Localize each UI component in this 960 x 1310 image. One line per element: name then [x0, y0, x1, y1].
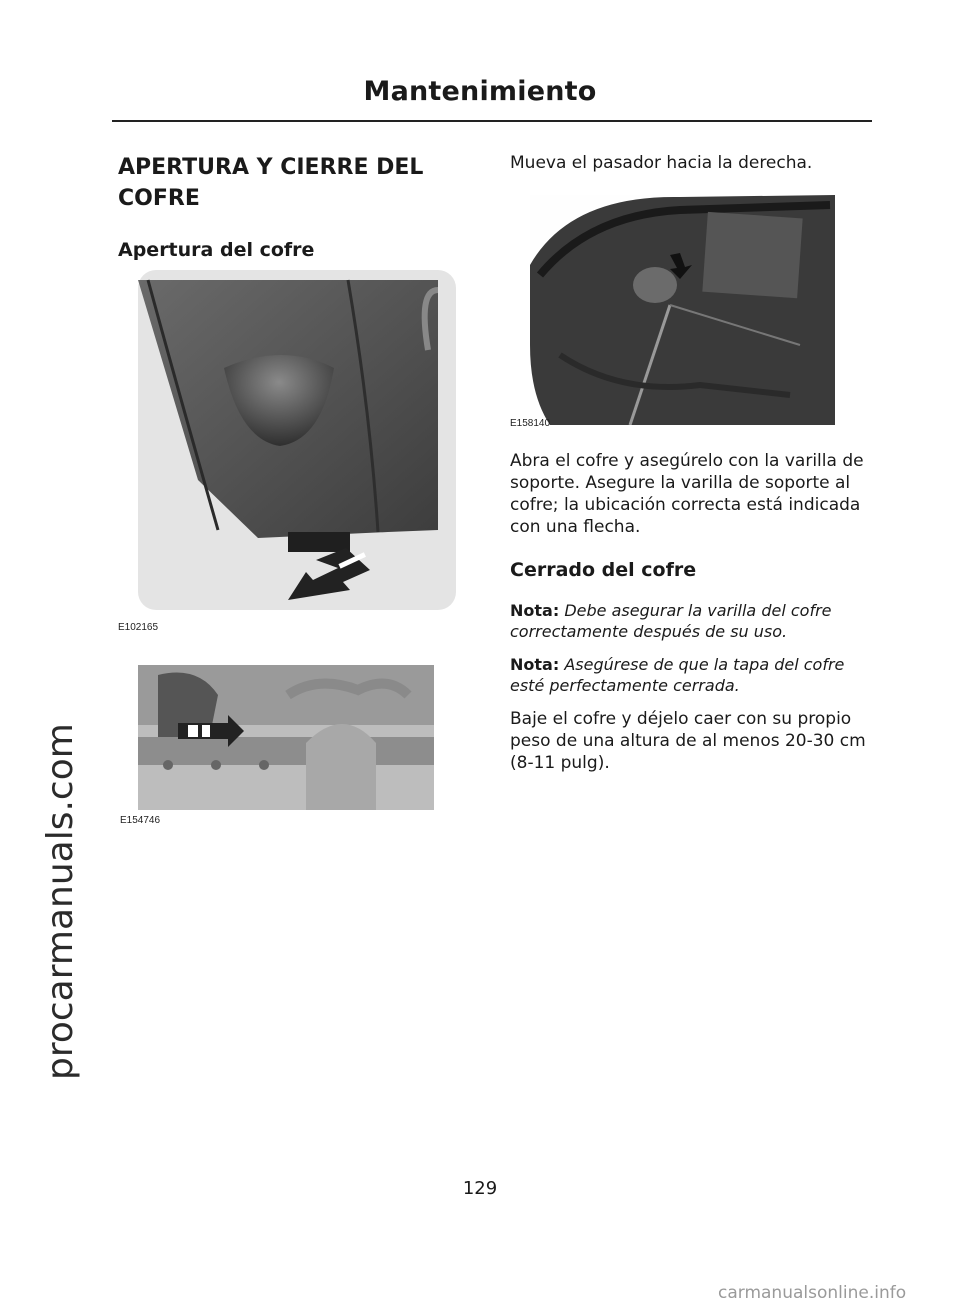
side-watermark: procarmanuals.com	[40, 723, 81, 1080]
note2-label: Nota:	[510, 655, 560, 674]
left-column	[118, 152, 458, 262]
figure-hood-support-rod	[530, 195, 835, 425]
instruction-move-latch: Mueva el pasador hacia la derecha.	[510, 153, 813, 173]
figure2-label: E154746	[120, 815, 161, 826]
note2-text: Asegúrese de que la tapa del cofre esté perfectamente cerrada.	[510, 655, 845, 695]
page-number: 129	[462, 1178, 498, 1199]
note-2	[510, 654, 872, 696]
subheading-apertura: Apertura del cofre	[118, 239, 315, 261]
latch-illustration	[138, 665, 434, 810]
note-1	[510, 600, 872, 642]
note1-text: Debe asegurar la varilla del cofre correctamente después de su uso.	[510, 601, 832, 641]
right-column-lower	[510, 450, 872, 774]
figure-hood-release-lever	[138, 270, 456, 610]
note1-label: Nota:	[510, 601, 560, 620]
figure-hood-latch	[138, 665, 434, 810]
section-title: APERTURA Y CIERRE DEL COFRE	[118, 155, 424, 211]
support-rod-illustration	[530, 195, 835, 425]
header-divider	[112, 120, 872, 122]
instruction-close-hood: Baje el cofre y déjelo caer con su propio peso de una altura de al menos 20-30 cm (8-11 pulg).	[510, 709, 866, 773]
page-header-title: Mantenimiento	[363, 76, 597, 107]
figure1-label: E102165	[118, 622, 159, 633]
figure3-label: E158140	[510, 418, 551, 429]
footer-site-watermark: carmanualsonline.info	[718, 1283, 907, 1303]
right-column	[510, 152, 870, 174]
subheading-cerrado: Cerrado del cofre	[510, 559, 697, 581]
hood-release-illustration	[138, 270, 456, 610]
instruction-open-hood: Abra el cofre y asegúrelo con la varilla de soporte. Asegure la varilla de soporte al cofre; la ubicación correcta está indicada con una flecha.	[510, 451, 864, 537]
